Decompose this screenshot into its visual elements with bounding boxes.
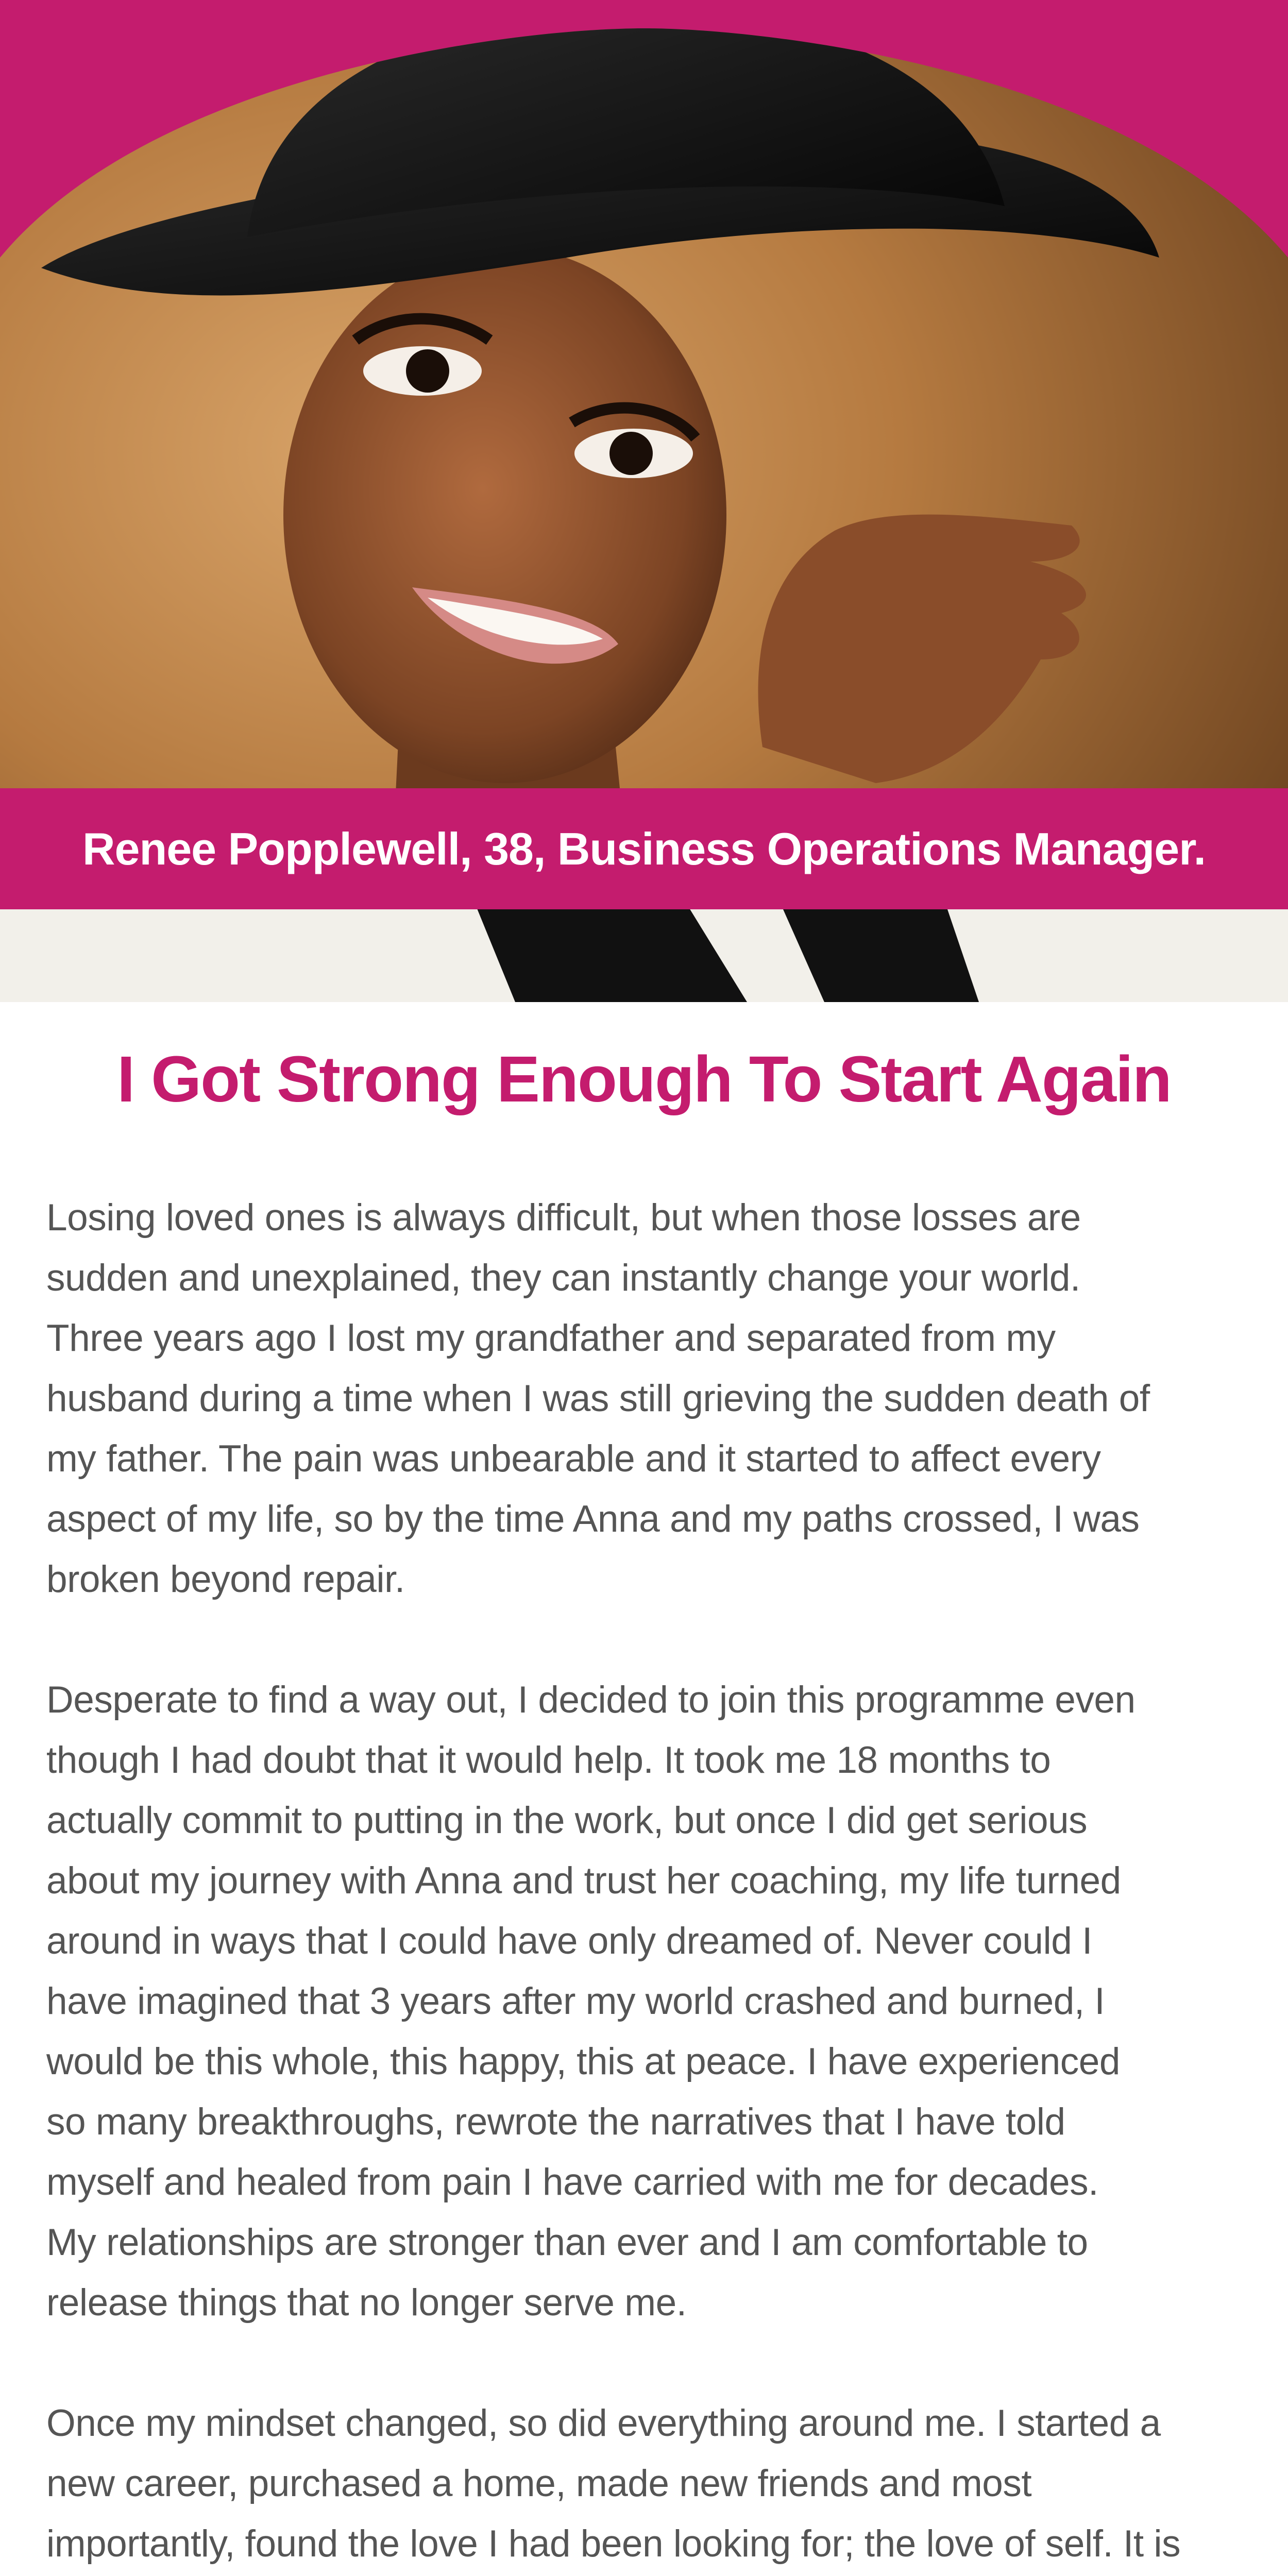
article-body: [46, 1188, 1247, 2576]
paragraph-2: Desperate to find a way out, I decided to join this programme even though I had doubt that it would help. It took me 18 months to actually commit to putting in the work, but once I did get serious about my journey with Anna and trust her coaching, my life turned around in ways that I could have only dreamed of. Never could I have imagined that 3 years after my world crashed and burned, I would be this whole, this happy, this at peace. I have experienced so many breakthroughs, rewrote the narratives that I have told myself and healed from pain I have carried with me for decades. My relationships are stronger than ever and I am comfortable to release things that no longer serve me.: [46, 1679, 1136, 2324]
paragraph-1: Losing loved ones is always difficult, but when those losses are sudden and unexplained, they can instantly change your world. Three years ago I lost my grandfather and separated from my husband during a time when I was still grieving the sudden death of my father. The pain was unbearable and it started to affect every aspect of my life, so by the time Anna and my paths crossed, I was broken beyond repair.: [46, 1197, 1150, 1600]
paragraph-3: Once my mindset changed, so did everything around me. I started a new career, purchased a home, made new friends and most importantly, found the love I had been looking for; the love of self. It is: [46, 2402, 1181, 2565]
caption-text: Renee Popplewell, 38, Business Operations Manager.: [82, 823, 1206, 874]
hero-section: [0, 0, 1288, 1002]
headline: I Got Strong Enough To Start Again: [117, 1043, 1171, 1115]
caption-bar: [0, 788, 1288, 909]
